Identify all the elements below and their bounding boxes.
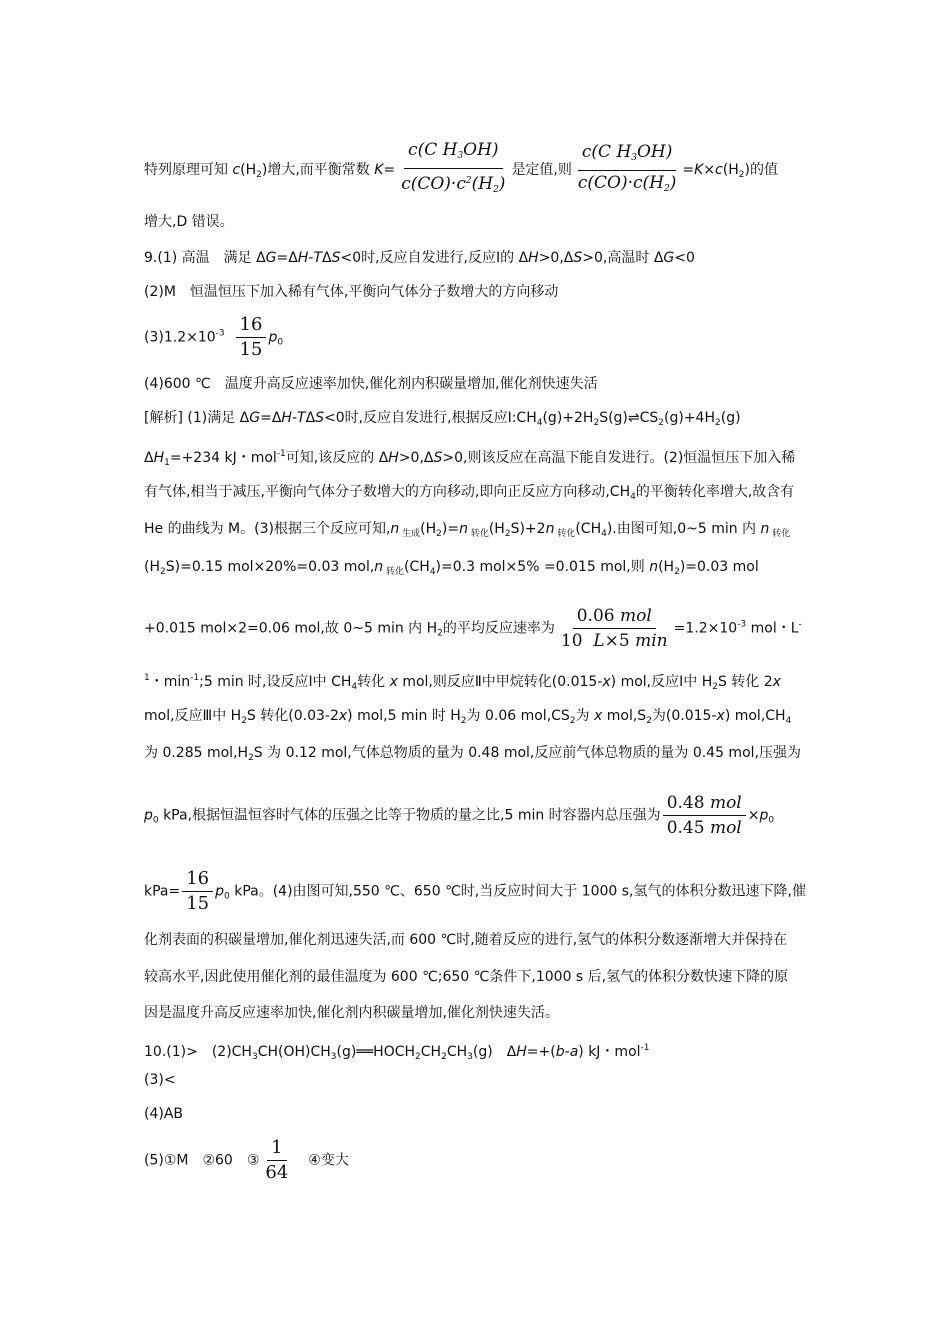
answer-10-5: (5)①M ②60 ③ $\frac{1}{64}$ ④变大 xyxy=(144,1137,349,1183)
equilibrium-constant-fraction: $\frac{c(C H_3OH)}{c(CO)\cdot c^2(H_2)}$ xyxy=(401,140,506,195)
analysis-line: 较高水平,因此使用催化剂的最佳温度为 600 ℃;650 ℃条件下,1000 s 后,氢气的体积分数快速下降的原 xyxy=(144,969,789,985)
ratio-fraction: $\frac{c(C H_3OH)}{c(CO)\cdot c(H_2)}$ xyxy=(577,141,677,194)
analysis-line: $(H_2S)=0.15$ mol×20%=0.03 mol,n $_{转化}(CH_4)=0.3$ mol×5% =0.015 mol,则 $n(H_2)=0.03$ mol xyxy=(144,559,759,577)
analysis-line: +0.015 mol×2=0.06 mol,故 0~5 min 内 $H_2$的平均反应速率为 $\frac{\text{0.06 mol}}{10 L\times 5 \min}$ $=1.2\times 10^{-3}$ mol・L- xyxy=(144,606,802,651)
analysis-line: $p_0$ kPa,根据恒温恒容时气体的压强之比等于物质的量之比,5 min 时容器内总压强为 $\frac{\text{0.48 mol}}{\text{0.45 mol}}$ $\times p_0$ xyxy=(144,793,775,838)
analysis-line: [解析] (1)满足 ΔG=ΔH-TΔS<0时,反应自发进行,根据反应$Ⅰ:CH_4(g)+2H_2S(g)\rightleftharpoons CS_2(g)+4H_2(g)$ xyxy=(144,410,741,428)
analysis-line: kPa= $\frac{16}{15}$ $p_0$ kPa。(4)由图可知,550 ℃、650 ℃时,当反应时间大于 1000 s,氢气的体积分数迅速下降,催 xyxy=(144,868,806,914)
analysis-line: mol,反应Ⅲ中 $H_2S$ 转化(0.03-2x) mol,5 min 时 $H_2$为 0.06 $mol,CS_2$为 x $mol,S_2$为(0.015-x) $mol,CH_4$ xyxy=(144,708,792,726)
analysis-line: He 的曲线为 M。(3)根据三个反应可知,n $_{生成}(H_2)=n$ $_{转化}(H_2S)+2n$ $_{转化}(CH_4)$.由图可知,0~5 min 内 n $_{转化}$ xyxy=(144,521,791,539)
answer-9-4: (4)600 ℃ 温度升高反应速率加快,催化剂内积碳量增加,催化剂快速失活 xyxy=(144,376,598,392)
analysis-line: $^1$・$\min^{-1};5$ min 时,设反应Ⅰ中 $CH_4$转化 x mol,则反应Ⅱ中甲烷转化(0.015-x) mol,反应Ⅰ中 $H_2S$ 转化 2x xyxy=(144,673,781,692)
answer-10-1: 10.(1)> $(2)CH_3CH(OH)CH_3(g)══HOCH_2CH_2CH_3(g)$ ΔH=+(b-a) kJ・mol$^{-1}$ xyxy=(144,1043,650,1062)
text-line: 特列原理可知 $c(H_2)$增大,而平衡常数 K= $\frac{c(C H_3OH)}{c(CO)\cdot c^2(H_2)}$ 是定值,则 $\frac{c(C H_3OH)}{c(CO)\cdot c(H_2)}$ $=K\times c(H_2)$的值 xyxy=(144,140,778,200)
answer-10-3: (3)< xyxy=(144,1072,176,1088)
pressure-fraction: $\frac{\text{0.48 mol}}{\text{0.45 mol}}$ xyxy=(663,793,746,838)
analysis-line: 因是温度升高反应速率加快,催化剂内积碳量增加,催化剂快速失活。 xyxy=(144,1005,559,1021)
answer-9-2: (2)M 恒温恒压下加入稀有气体,平衡向气体分子数增大的方向移动 xyxy=(144,284,559,300)
answer-9-1: 9.(1) 高温 满足 ΔG=ΔH-TΔS<0时,反应自发进行,反应Ⅰ的 ΔH>0,ΔS>0,高温时 ΔG<0 xyxy=(144,250,695,266)
analysis-line: 化剂表面的积碳量增加,催化剂迅速失活,而 600 ℃时,随着反应的进行,氢气的体积分数逐渐增大并保持在 xyxy=(144,932,788,948)
answer-9-3: $(3)1.2\times 10^{-3}$ $\frac{16}{15}$ $p_0$ xyxy=(144,314,284,360)
analysis-line: 为 0.285 $mol,H_2S$ 为 0.12 mol,气体总物质的量为 0.48 mol,反应前气体总物质的量为 0.45 mol,压强为 xyxy=(144,745,801,763)
answer-10-4: (4)AB xyxy=(144,1106,184,1122)
analysis-line: $\Delta H_1=+234$ kJ・mol$^{-1}$可知,该反应的 ΔH>0,ΔS>0,则该反应在高温下能自发进行。(2)恒温恒压下加入稀 xyxy=(144,449,796,468)
analysis-line: 有气体,相当于减压,平衡向气体分子数增大的方向移动,即向正反应方向移动$,CH_4$的平衡转化率增大,故含有 xyxy=(144,484,795,502)
text-line: 增大,D 错误。 xyxy=(144,214,234,230)
rate-fraction: $\frac{\text{0.06 mol}}{10 L\times 5 \min}$ xyxy=(560,606,668,651)
